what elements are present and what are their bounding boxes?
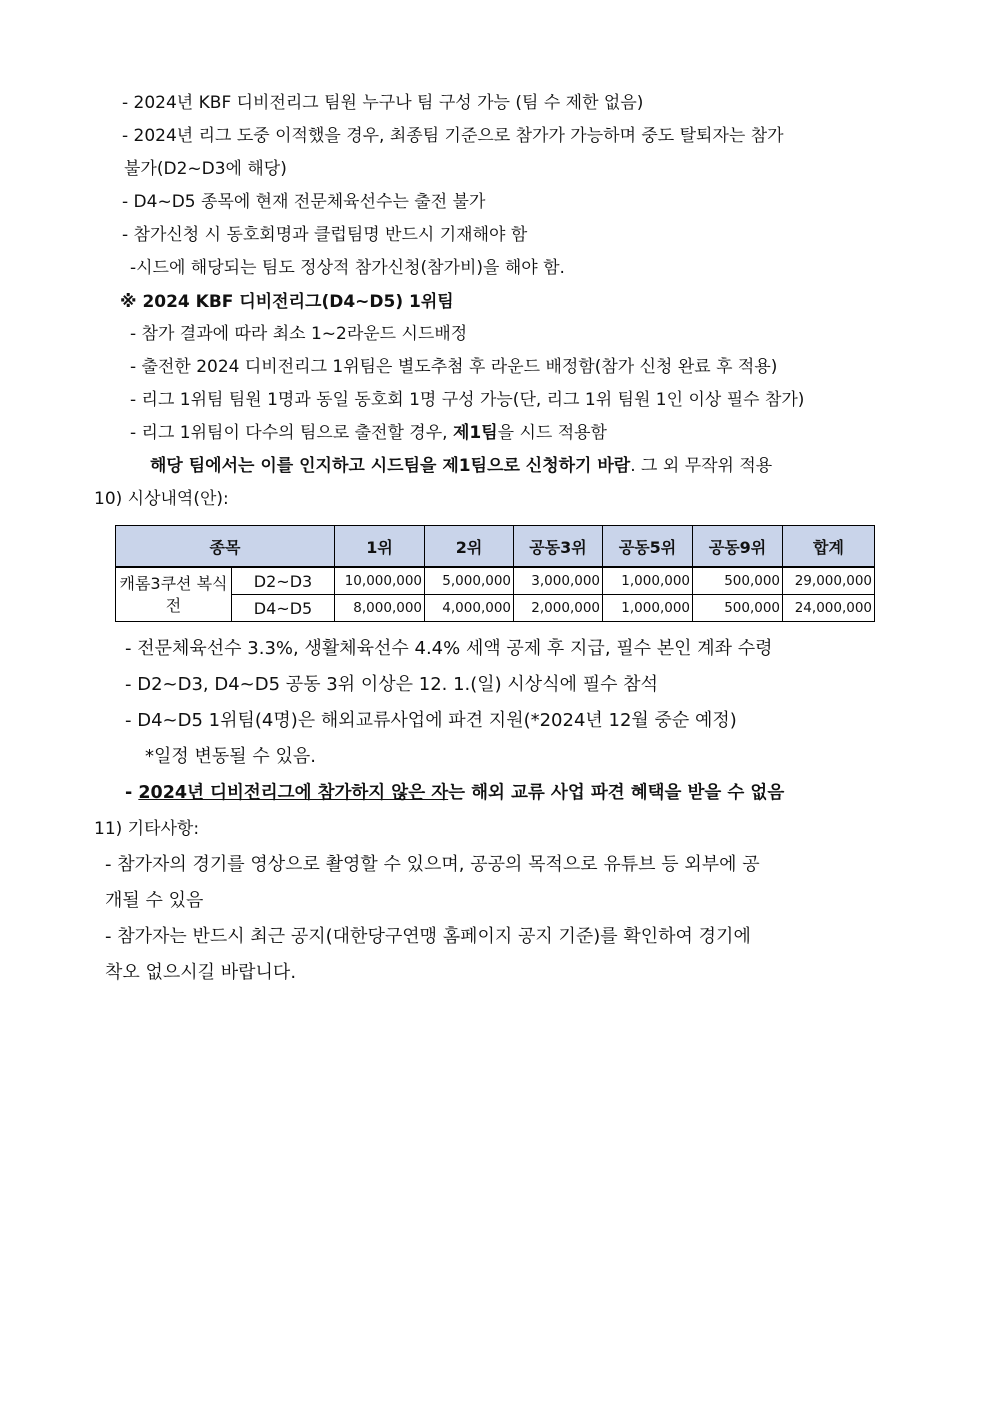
etc-recording-cont: 개될 수 있음 — [105, 890, 204, 911]
etc-notice-text: - 참가자는 반드시 최근 공지(대한당구연맹 홈페이지 공지 기준)를 확인하여 경기에 — [105, 926, 751, 947]
etc-recording-text: - 참가자의 경기를 영상으로 촬영할 수 있으며, 공공의 목적으로 유튜브 등 외부에 공 — [105, 854, 760, 875]
seed-item-draw: - 출전한 2024 디비전리그 1위팀은 별도추첨 후 라운드 배정함(참가 신청 완료 후 적용) — [130, 357, 778, 377]
seed-heading: ※ 2024 KBF 디비전리그(D4~D5) 1위팀 — [120, 292, 454, 312]
etc-notice — [105, 925, 897, 949]
prize-1st: 8,000,000 — [335, 595, 425, 622]
header-joint-5th: 공동5위 — [603, 526, 693, 568]
etc-notice-cont: 착오 없으시길 바랍니다. — [105, 962, 297, 983]
header-1st: 1위 — [335, 526, 425, 568]
seed-note — [150, 454, 772, 478]
seed-note-rest: . 그 외 무작위 적용 — [630, 456, 773, 476]
prize-2nd: 5,000,000 — [425, 567, 514, 595]
header-total: 합계 — [783, 526, 875, 568]
bullet-transfer-rule-text: - 2024년 리그 도중 이적했을 경우, 최종팀 기준으로 참가가 가능하며 중도 탈퇴자는 참가 — [122, 126, 784, 146]
seed-note-bold: 해당 팀에서는 이를 인지하고 시드팀을 제1팀으로 신청하기 바람 — [150, 456, 631, 476]
header-2nd: 2위 — [425, 526, 514, 568]
note-ceremony: - D2~D3, D4~D5 공동 3위 이상은 12. 1.(일) 시상식에 필수 참석 — [125, 674, 658, 695]
bullet-team-composition: - 2024년 KBF 디비전리그 팀원 누구나 팀 구성 가능 (팀 수 제한 없음) — [122, 93, 644, 113]
prize-table-header — [116, 526, 875, 568]
seed-item-multi-team-post: 을 시드 적용함 — [497, 423, 607, 443]
prize-joint-3rd: 2,000,000 — [514, 595, 603, 622]
bullet-transfer-rule — [122, 124, 897, 148]
header-joint-3rd: 공동3위 — [514, 526, 603, 568]
note-overseas-underlined: 2024년 디비전리그에 참가하지 않은 자 — [138, 783, 449, 803]
bullet-seed-fee: -시드에 해당되는 팀도 정상적 참가신청(참가비)을 해야 함. — [130, 258, 565, 278]
category-cell: 캐롬3쿠션 복식전 — [116, 567, 232, 622]
division-cell: D4~D5 — [232, 595, 335, 622]
bullet-pro-athletes: - D4~D5 종목에 현재 전문체육선수는 출전 불가 — [122, 192, 486, 212]
seed-item-multi-team — [130, 421, 607, 445]
header-joint-9th: 공동9위 — [693, 526, 783, 568]
section-10-title: 10) 시상내역(안): — [94, 489, 229, 509]
prize-joint-5th: 1,000,000 — [603, 595, 693, 622]
bullet-club-name: - 참가신청 시 동호회명과 클럽팀명 반드시 기재해야 함 — [122, 225, 528, 245]
seed-item-first-team: 제1팀 — [452, 423, 498, 443]
note-overseas-eligibility — [125, 781, 784, 805]
seed-item-multi-team-pre: - 리그 1위팀이 다수의 팀으로 출전할 경우, — [130, 423, 453, 443]
etc-recording — [105, 853, 897, 877]
prize-total: 24,000,000 — [783, 595, 875, 622]
note-overseas-dispatch: - D4~D5 1위팀(4명)은 해외교류사업에 파견 지원(*2024년 12월 중순 예정) — [125, 710, 737, 731]
bullet-transfer-rule-cont: 불가(D2~D3에 해당) — [124, 159, 287, 179]
prize-joint-9th: 500,000 — [693, 595, 783, 622]
prize-joint-3rd: 3,000,000 — [514, 567, 603, 595]
section-11-title: 11) 기타사항: — [94, 819, 200, 839]
note-tax: - 전문체육선수 3.3%, 생활체육선수 4.4% 세액 공제 후 지급, 필수 본인 계좌 수령 — [125, 638, 773, 659]
header-event: 종목 — [116, 526, 335, 568]
prize-joint-9th: 500,000 — [693, 567, 783, 595]
note-schedule-change: *일정 변동될 수 있음. — [145, 746, 316, 767]
seed-item-member: - 리그 1위팀 팀원 1명과 동일 동호회 1명 구성 가능(단, 리그 1위 팀원 1인 이상 필수 참가) — [130, 390, 805, 410]
note-overseas-dash: - — [125, 783, 139, 803]
prize-total: 29,000,000 — [783, 567, 875, 595]
note-overseas-rest: 는 해외 교류 사업 파견 혜택을 받을 수 없음 — [448, 783, 785, 803]
prize-1st: 10,000,000 — [335, 567, 425, 595]
seed-item-round: - 참가 결과에 따라 최소 1~2라운드 시드배정 — [130, 324, 468, 344]
prize-joint-5th: 1,000,000 — [603, 567, 693, 595]
prize-2nd: 4,000,000 — [425, 595, 514, 622]
division-cell: D2~D3 — [232, 567, 335, 595]
prize-table — [115, 525, 875, 622]
table-row — [116, 567, 875, 595]
